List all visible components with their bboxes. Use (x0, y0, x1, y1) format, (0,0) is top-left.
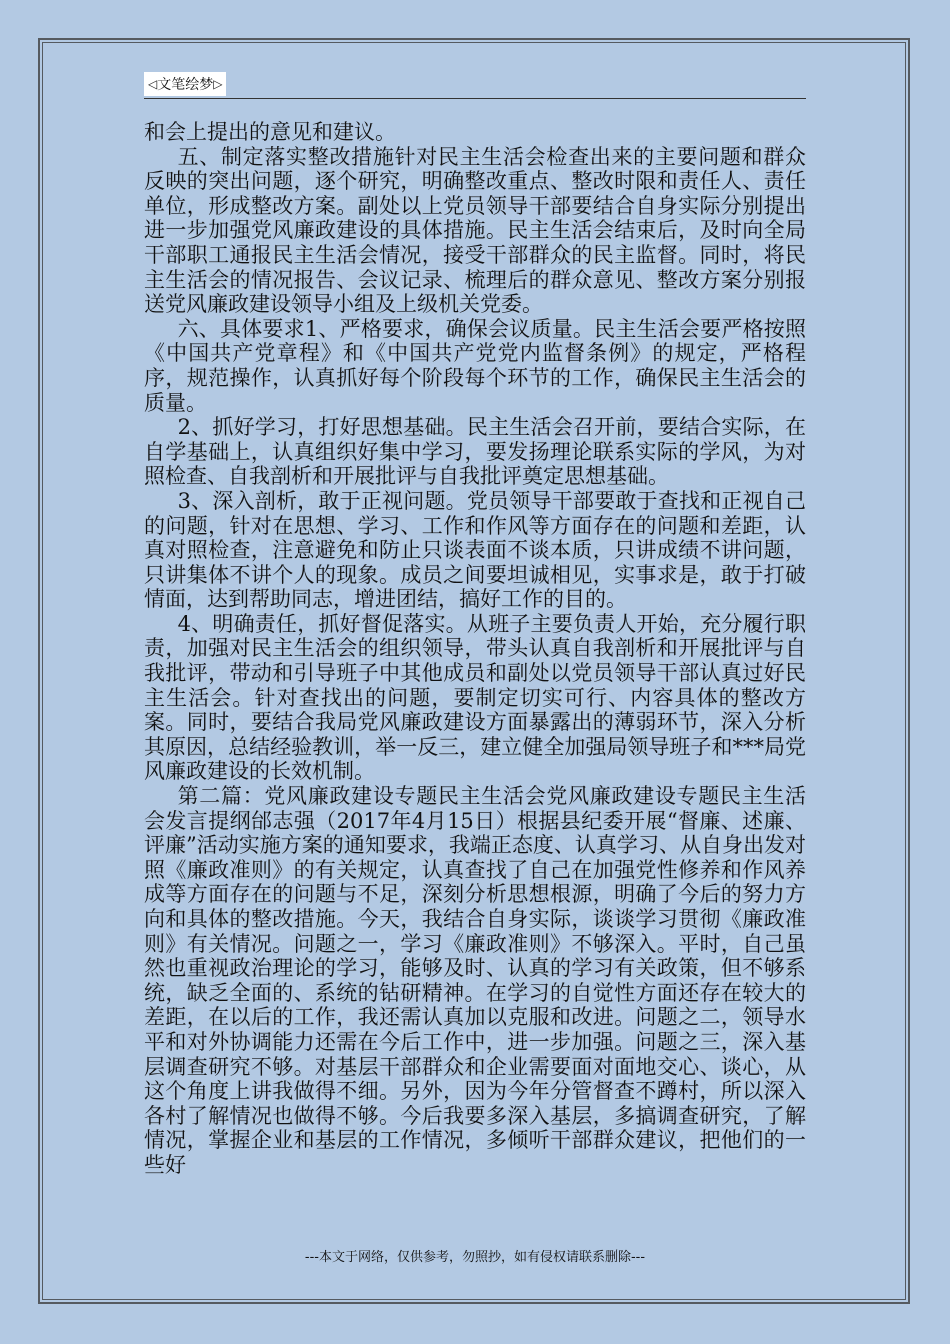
paragraph: 4、明确责任，抓好督促落实。从班子主要负责人开始，充分履行职责，加强对民主生活会的组织领导，带头认真自我剖析和开展批评与自我批评，带动和引导班子中其他成员和副处以党员领导干部认真过好民主生活会。针对查找出的问题，要制定切实可行、内容具体的整改方案。同时，要结合我局党风廉政建设方面暴露出的薄弱环节，深入分析其原因，总结经验教训，举一反三，建立健全加强局领导班子和***局党风廉政建设的长效机制。 (144, 611, 806, 784)
header-title: 文笔绘梦 (157, 77, 214, 93)
right-triangle-icon: ▷ (213, 77, 223, 91)
header-rule (144, 98, 806, 99)
paragraph: 第二篇：党风廉政建设专题民主生活会党风廉政建设专题民主生活会发言提纲邰志强（2017年4月15日）根据县纪委开展“督廉、述廉、评廉”活动实施方案的通知要求，我端正态度、认真学习、从自身出发对照《廉政准则》的有关规定，认真查找了自己在加强党性修养和作风养成等方面存在的问题与不足，深刻分析思想根源，明确了今后的努力方向和具体的整改措施。今天，我结合自身实际，谈谈学习贯彻《廉政准则》有关情况。问题之一，学习《廉政准则》不够深入。平时，自己虽然也重视政治理论的学习，能够及时、认真的学习有关政策，但不够系统，缺乏全面的、系统的钻研精神。在学习的自觉性方面还存在较大的差距，在以后的工作，我还需认真加以克服和改进。问题之二，领导水平和对外协调能力还需在今后工作中，进一步加强。问题之三，深入基层调查研究不够。对基层干部群众和企业需要面对面地交心、谈心，从这个角度上讲我做得不细。另外，因为今年分管督查不蹲村，所以深入各村了解情况也做得不够。今后我要多深入基层，多搞调查研究，了解情况，掌握企业和基层的工作情况，多倾听干部群众建议，把他们的一些好 (144, 784, 806, 1177)
paragraph: 和会上提出的意见和建议。 (144, 120, 396, 144)
paragraph: 2、抓好学习，打好思想基础。民主生活会召开前，要结合实际，在自学基础上，认真组织好集中学习，要发扬理论联系实际的学风，为对照检查、自我剖析和开展批评与自我批评奠定思想基础。 (144, 415, 806, 489)
header-label (144, 72, 226, 96)
document-body (144, 120, 806, 1220)
footer-disclaimer: ---本文于网络，仅供参考，勿照抄，如有侵权请联系删除--- (304, 1250, 646, 1265)
paragraph: 3、深入剖析，敢于正视问题。党员领导干部要敢于查找和正视自己的问题，针对在思想、学习、工作和作风等方面存在的问题和差距，认真对照检查，注意避免和防止只谈表面不谈本质，只讲成绩不讲问题，只讲集体不讲个人的现象。成员之间要坦诚相见，实事求是，敢于打破情面，达到帮助同志，增进团结，搞好工作的目的。 (144, 488, 806, 612)
paragraph: 六、具体要求1、严格要求，确保会议质量。民主生活会要严格按照《中国共产党章程》和《中国共产党党内监督条例》的规定，严格程序，规范操作，认真抓好每个阶段每个环节的工作，确保民主生活会的质量。 (144, 316, 806, 415)
left-triangle-icon: ◁ (148, 77, 158, 91)
paragraph: 五、制定落实整改措施针对民主生活会检查出来的主要问题和群众反映的突出问题，逐个研究，明确整改重点、整改时限和责任人、责任单位，形成整改方案。副处以上党员领导干部要结合自身实际分别提出进一步加强党风廉政建设的具体措施。民主生活会结束后，及时向全局干部职工通报民主生活会情况，接受干部群众的民主监督。同时，将民主生活会的情况报告、会议记录、梳理后的群众意见、整改方案分别报送党风廉政建设领导小组及上级机关党委。 (144, 144, 806, 317)
